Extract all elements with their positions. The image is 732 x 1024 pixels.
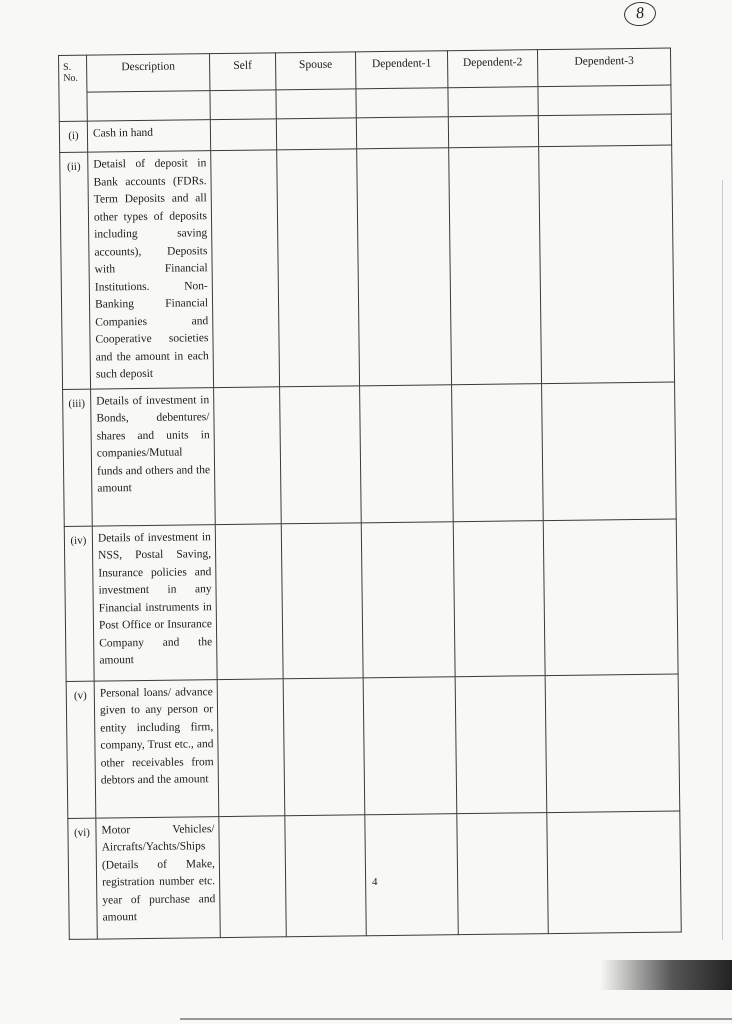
dependent-1-cell <box>365 813 458 935</box>
spouse-cell <box>280 385 362 523</box>
row-number: (iv) <box>64 526 94 681</box>
empty-cell <box>276 89 356 119</box>
empty-cell <box>87 91 210 122</box>
row-description: Cash in hand <box>87 120 210 153</box>
scan-edge-shadow <box>600 960 732 990</box>
header-dependent-1: Dependent-1 <box>355 51 447 89</box>
empty-cell <box>538 85 671 116</box>
dependent-1-cell <box>357 148 452 386</box>
dependent-3-cell <box>547 810 681 933</box>
header-self: Self <box>209 53 275 91</box>
header-dependent-3: Dependent-3 <box>537 48 670 87</box>
dependent-3-cell <box>542 381 677 520</box>
row-number: (ii) <box>60 152 91 389</box>
empty-cell <box>356 88 448 118</box>
assets-table <box>58 48 682 940</box>
empty-cell <box>448 87 538 117</box>
spouse-cell <box>281 522 363 678</box>
self-cell <box>211 150 280 387</box>
self-cell <box>219 815 286 937</box>
self-cell <box>210 119 276 151</box>
empty-cell <box>210 90 276 120</box>
table-row <box>68 810 681 938</box>
row-description: Personal loans/ advance given to any person or entity including firm, company, Trust etc., and other receivables from debtors and the amount <box>94 679 219 817</box>
spouse-cell <box>285 814 366 936</box>
dependent-3-cell <box>543 518 678 675</box>
dependent-2-cell <box>449 147 542 385</box>
scan-bottom-edge <box>180 1018 732 1020</box>
dependent-2-cell <box>453 520 545 676</box>
table-row <box>60 145 675 389</box>
row-description: Details of investment in Bonds, debentures/ shares and units in companies/Mutual funds and others and the amount <box>91 387 216 525</box>
dependent-2-cell <box>452 383 544 521</box>
header-sno: S. No. <box>59 55 88 121</box>
scan-right-edge <box>722 180 723 940</box>
header-spouse: Spouse <box>275 52 355 90</box>
row-number: (v) <box>66 681 96 818</box>
dependent-1-cell <box>360 384 454 522</box>
spouse-cell <box>276 118 356 150</box>
dependent-1-cell <box>356 117 448 149</box>
row-description: Details of investment in NSS, Postal Saving, Insurance policies and investment in any Financial instruments in Post Office or Insurance Company and the amount <box>92 524 217 680</box>
header-description: Description <box>87 54 210 92</box>
self-cell <box>215 523 283 679</box>
dependent-2-cell <box>455 675 547 813</box>
assets-table-wrapper <box>58 48 681 940</box>
dependent-3-cell <box>545 673 680 812</box>
dependent-1-cell <box>363 676 457 814</box>
table-row <box>66 673 680 817</box>
self-cell <box>214 386 282 524</box>
table-row <box>63 381 677 525</box>
page-mark-circled: 8 <box>623 0 657 27</box>
row-number: (vi) <box>68 818 97 939</box>
page-number: 4 <box>372 876 378 888</box>
row-number: (iii) <box>63 389 93 526</box>
dependent-1-cell <box>361 521 455 677</box>
spouse-cell <box>283 677 365 815</box>
dependent-3-cell <box>538 114 671 147</box>
dependent-2-cell <box>457 812 548 934</box>
header-dependent-2: Dependent-2 <box>447 50 537 88</box>
self-cell <box>217 678 285 816</box>
dependent-2-cell <box>448 116 538 148</box>
dependent-3-cell <box>539 145 675 383</box>
row-description: Detaisl of deposit in Bank accounts (FDRs. Term Deposits and all other types of deposits including saving accounts), Deposits with Financial Institutions. Non-Banking Financial Companies and Cooperative societies and the amount in each such deposit <box>88 151 214 389</box>
spouse-cell <box>277 149 360 386</box>
row-number: (i) <box>59 121 87 152</box>
row-description: Motor Vehicles/ Aircrafts/Yachts/Ships (Details of Make, registration number etc. year of purchase and amount <box>96 816 220 938</box>
table-row <box>64 518 678 680</box>
